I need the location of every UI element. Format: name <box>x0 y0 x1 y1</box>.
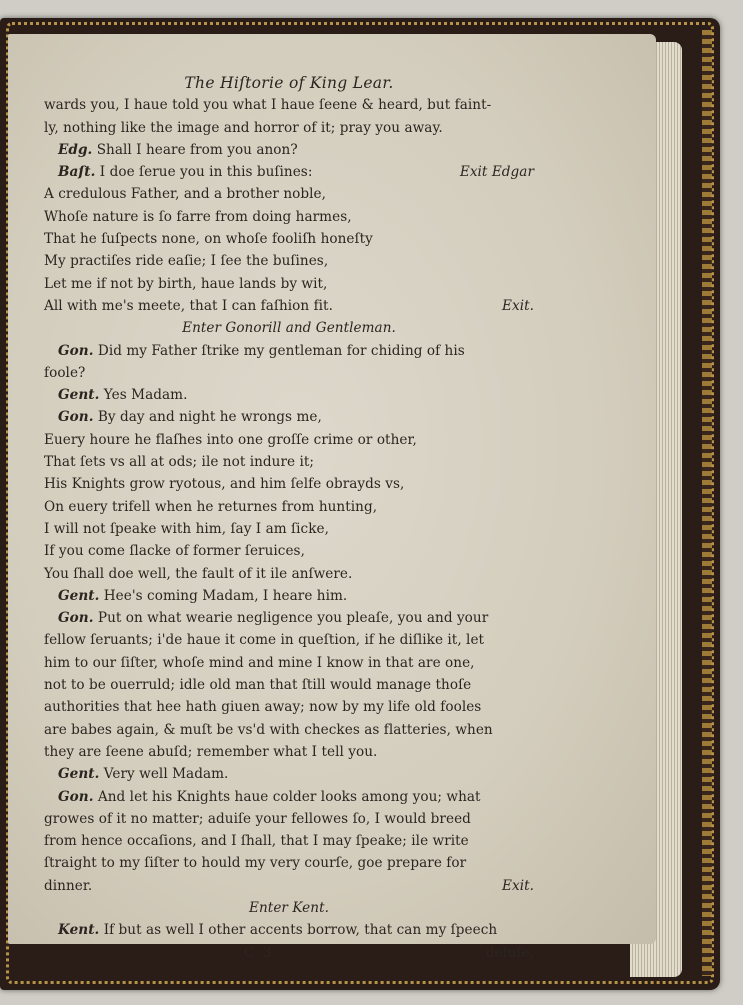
speaker-prefix: Gon. <box>58 610 94 627</box>
speaker-prefix: Gent. <box>58 587 100 604</box>
line-text: All with me's meete, that I can faſhion fit. <box>44 297 333 314</box>
text-line <box>44 362 534 384</box>
signature-mark: C 3 <box>244 944 274 961</box>
line-text: Let me if not by birth, haue lands by wit, <box>44 275 328 292</box>
line-text: dinner. <box>44 877 93 894</box>
text-line <box>44 228 534 250</box>
text-line <box>44 518 534 540</box>
text-line <box>44 429 534 451</box>
stage-direction-text: Enter Gonorill and Gentleman. <box>182 320 396 337</box>
line-text: ly, nothing like the image and horror of it; pray you away. <box>44 119 443 136</box>
text-line <box>44 473 534 495</box>
text-line <box>44 496 534 518</box>
text-line <box>44 719 534 741</box>
text-block <box>44 94 534 941</box>
line-text: Hee's coming Madam, I heare him. <box>103 587 348 604</box>
line-text: On euery trifell when he returnes from hunting, <box>44 498 378 515</box>
line-text: ſtraight to my ſiſter to hould my very courſe, goe prepare for <box>44 855 467 872</box>
text-line <box>44 585 534 607</box>
page-text <box>44 72 534 964</box>
text-line <box>44 206 534 228</box>
stage-direction <box>44 897 534 919</box>
exit-direction: Exit. <box>502 297 534 314</box>
exit-direction: Exit Edgar <box>459 164 534 181</box>
line-text: wards you, I haue told you what I haue ſeene & heard, but faint- <box>44 97 492 114</box>
line-text: And let his Knights haue colder looks among you; what <box>97 788 481 805</box>
line-text: If but as well I other accents borrow, that can my ſpeech <box>103 922 498 939</box>
line-text: A credulous Father, and a brother noble, <box>44 186 326 203</box>
text-line <box>44 563 534 585</box>
text-line <box>44 830 534 852</box>
text-line <box>44 94 534 116</box>
text-line <box>44 340 534 362</box>
speaker-prefix: Gon. <box>58 788 94 805</box>
text-line <box>44 629 534 651</box>
text-line <box>44 808 534 830</box>
stage-direction-text: Enter Kent. <box>249 899 329 916</box>
text-line <box>44 786 534 808</box>
line-text: Yes Madam. <box>103 387 188 404</box>
running-head: The Hiſtorie of King Lear. <box>184 74 394 92</box>
speaker-prefix: Gon. <box>58 342 94 359</box>
text-line <box>44 117 534 139</box>
text-line <box>44 161 534 183</box>
line-text: If you come ſlacke of former ſeruices, <box>44 543 305 560</box>
text-line <box>44 674 534 696</box>
text-line <box>44 384 534 406</box>
book-page <box>8 34 656 961</box>
text-line <box>44 652 534 674</box>
speaker-prefix: Edg. <box>58 141 93 158</box>
gilt-spine-ornament <box>702 30 712 976</box>
text-line <box>44 607 534 629</box>
page-footer <box>44 942 534 964</box>
line-text: Whoſe nature is ſo farre from doing harmes, <box>44 208 352 225</box>
text-line <box>44 875 534 897</box>
line-text: My practiſes ride eaſie; I ſee the buſines, <box>44 253 329 270</box>
line-text: growes of it no matter; aduiſe your fellowes ſo, I would breed <box>44 810 471 827</box>
line-text: By day and night he wrongs me, <box>97 409 322 426</box>
line-text: I doe ſerue you in this buſines: <box>99 164 313 181</box>
line-text: they are ſeene abuſd; remember what I tell you. <box>44 743 378 760</box>
speaker-prefix: Kent. <box>58 922 100 939</box>
line-text: I will not ſpeake with him, ſay I am ſicke, <box>44 520 329 537</box>
line-text: Shall I heare from you anon? <box>96 141 298 158</box>
catchword: defuſe, <box>485 944 534 961</box>
text-line <box>44 540 534 562</box>
line-text: Euery houre he flaſhes into one groſſe crime or other, <box>44 431 417 448</box>
text-line <box>44 852 534 874</box>
line-text: authorities that hee hath giuen away; now by my life old fooles <box>44 699 482 716</box>
line-text: Put on what wearie negligence you pleaſe, you and your <box>97 610 489 627</box>
speaker-prefix: Baſt. <box>58 164 96 181</box>
text-line <box>44 295 534 317</box>
line-text: not to be ouerruld; idle old man that ſtill would manage thoſe <box>44 677 472 694</box>
line-text: him to our ſiſter, whoſe mind and mine I know in that are one, <box>44 654 475 671</box>
line-text: That ſets vs all at ods; ile not indure it; <box>44 454 315 471</box>
stage-direction <box>44 317 534 339</box>
line-text: That he ſuſpects none, on whoſe fooliſh honeſty <box>44 231 373 248</box>
text-line <box>44 696 534 718</box>
text-line <box>44 763 534 785</box>
text-line <box>44 451 534 473</box>
text-line <box>44 741 534 763</box>
line-text: Very well Madam. <box>103 766 229 783</box>
exit-direction: Exit. <box>502 877 534 894</box>
speaker-prefix: Gon. <box>58 409 94 426</box>
line-text: foole? <box>44 364 86 381</box>
text-line <box>44 139 534 161</box>
line-text: from hence occaſions, and I ſhall, that I may ſpeake; ile write <box>44 833 469 850</box>
text-line <box>44 250 534 272</box>
speaker-prefix: Gent. <box>58 387 100 404</box>
speaker-prefix: Gent. <box>58 766 100 783</box>
text-line <box>44 919 534 941</box>
line-text: are babes again, & muſt be vs'd with checkes as flatteries, when <box>44 721 493 738</box>
line-text: You ſhall doe well, the fault of it ile anſwere. <box>44 565 353 582</box>
line-text: His Knights grow ryotous, and him ſelfe obrayds vs, <box>44 476 405 493</box>
line-text: Did my Father ſtrike my gentleman for chiding of his <box>97 342 465 359</box>
text-line <box>44 406 534 428</box>
text-line <box>44 183 534 205</box>
line-text: fellow ſeruants; i'de haue it come in queſtion, if he diſlike it, let <box>44 632 485 649</box>
text-line <box>44 273 534 295</box>
